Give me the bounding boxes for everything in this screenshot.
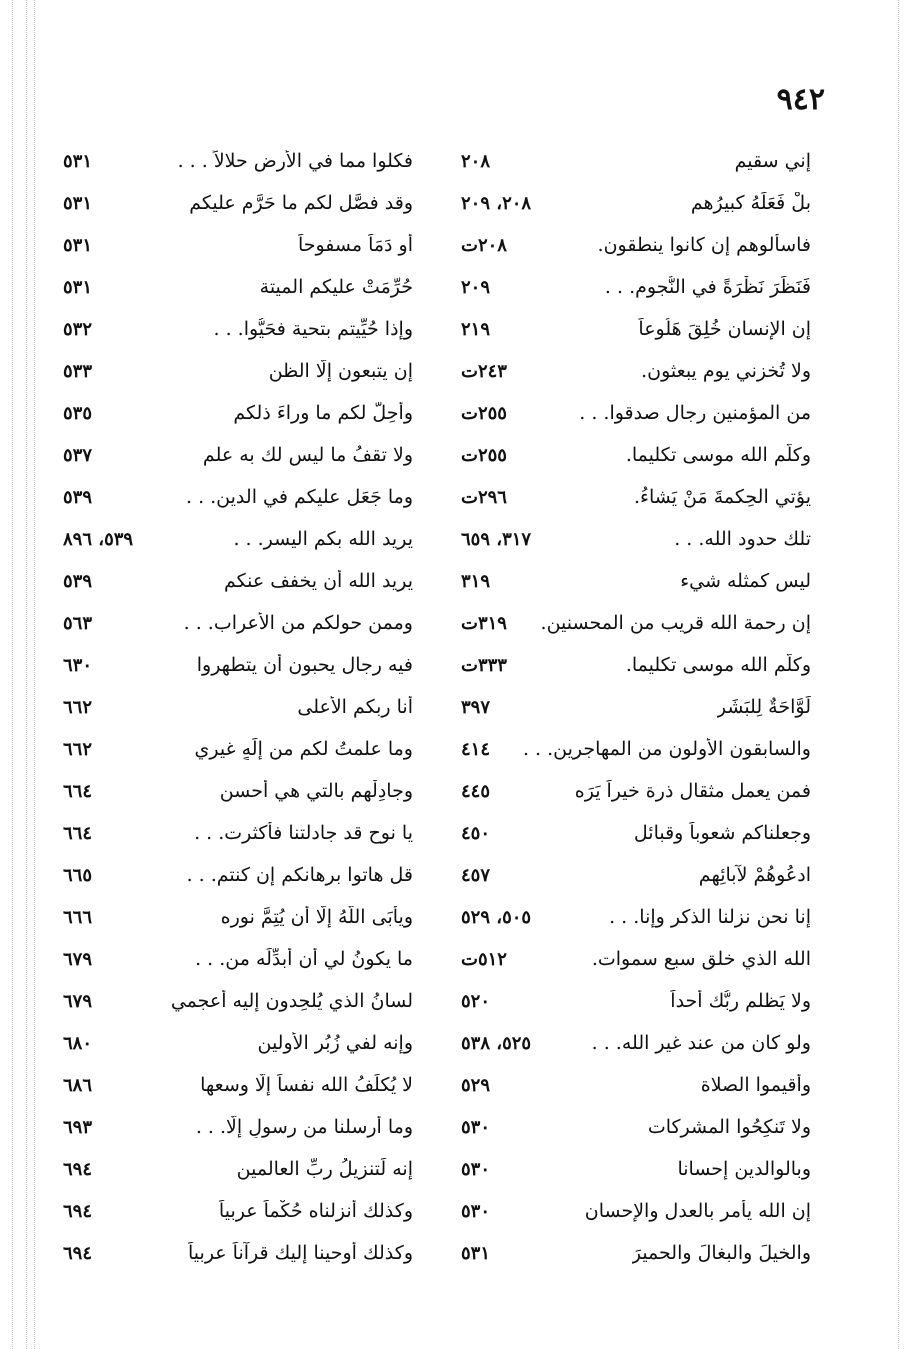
verse-text: يؤتي الحِكمةَ مَنْ يَشاءُ. <box>634 486 811 508</box>
index-entry <box>63 602 413 644</box>
verse-text: وكذلك أنزلناه حُكْماً عربياً <box>218 1200 413 1222</box>
index-entry <box>63 392 413 434</box>
verse-text: وبالوالدين إحسانا <box>677 1158 811 1180</box>
page-references: ٥٣١ <box>63 234 93 256</box>
page-references: ٦٦٢ <box>63 738 93 760</box>
page-references: ٢٥٥ت <box>461 402 507 424</box>
index-entry <box>63 476 413 518</box>
index-entry <box>63 224 413 266</box>
index-entry <box>461 1148 811 1190</box>
index-entry <box>63 644 413 686</box>
verse-text: إني سقيم <box>734 150 811 172</box>
page-references: ٤٤٥ <box>461 780 491 802</box>
page-references: ٦٦٦ <box>63 906 93 928</box>
verse-text: الله الذي خلق سبع سموات. <box>591 948 811 970</box>
page-references: ٦٨٦ <box>63 1074 93 1096</box>
verse-text: وقد فصَّل لكم ما حَرَّم عليكم <box>189 192 413 214</box>
verse-text: إن الله يأمر بالعدل والإحسان <box>584 1200 811 1222</box>
scan-border-line <box>34 0 36 1349</box>
verse-text: وكلَّم الله موسى تكليما. <box>625 444 811 466</box>
index-entry <box>461 602 811 644</box>
verse-text: بلْ فَعَلَهُ كبيرُهم <box>690 192 811 214</box>
page-references: ٤١٤ <box>461 738 491 760</box>
index-entry <box>461 770 811 812</box>
page-references: ٥٢٠ <box>461 990 491 1012</box>
page-references: ٣١٩ت <box>461 612 507 634</box>
page-references: ٦٩٤ <box>63 1158 93 1180</box>
index-entry <box>461 350 811 392</box>
verse-text: قل هاتوا برهانكم إن كنتم. . . <box>186 864 413 886</box>
verse-text: والخيلَ والبغالَ والحميرَ <box>631 1242 811 1264</box>
index-entry <box>63 1064 413 1106</box>
verse-text: لَوَّاحَةٌ لِلبَشَر <box>716 696 811 718</box>
verse-text: إن رحمة الله قريب من المحسنين. <box>540 612 811 634</box>
page-references: ٥٣١ <box>63 192 93 214</box>
index-entry <box>63 518 413 560</box>
verse-text: وجادِلْهم بالتي هي أحسن <box>219 780 413 802</box>
index-entry <box>63 434 413 476</box>
verse-text: وكذلك أوحينا إليك قرآناً عربياً <box>188 1242 413 1264</box>
index-entry <box>63 1190 413 1232</box>
verse-text: فيه رجال يحبون أن يتطهروا <box>196 654 413 676</box>
verse-text: إن الإنسان خُلِقَ هَلُوعاً <box>638 318 811 340</box>
index-entry <box>461 308 811 350</box>
page-references: ٥٣٩ <box>63 570 93 592</box>
verse-text: إن يتبعون إلَّا الظن <box>268 360 413 382</box>
page-references: ٥٣٠ <box>461 1116 491 1138</box>
page-references: ٦٩٤ <box>63 1200 93 1222</box>
page-references: ٥٣٥ <box>63 402 93 424</box>
index-entry <box>461 182 811 224</box>
verse-text: وكلَّم الله موسى تكليما. <box>625 654 811 676</box>
index-entry <box>63 1148 413 1190</box>
verse-text: ولا تُخزني يوم يبعثون. <box>641 360 811 382</box>
index-entry <box>63 560 413 602</box>
page-references: ٦٩٤ <box>63 1242 93 1264</box>
page-references: ٢٩٦ت <box>461 486 507 508</box>
verse-text: وجعلناكم شعوباً وقبائل <box>633 822 811 844</box>
page-references: ٥١٢ت <box>461 948 507 970</box>
index-entry <box>461 560 811 602</box>
index-entry <box>461 140 811 182</box>
verse-text: فَنَظَرَ نَظْرَةً في النُّجومِ. . . <box>604 276 811 298</box>
page-references: ٣٣٣ت <box>461 654 507 676</box>
page-references: ٣١٩ <box>461 570 491 592</box>
page-references: ٦٩٣ <box>63 1116 93 1138</box>
page-references: ٦٦٤ <box>63 822 93 844</box>
page-references: ٤٥٠ <box>461 822 491 844</box>
index-entry <box>63 182 413 224</box>
index-entry <box>63 140 413 182</box>
index-entry <box>461 938 811 980</box>
verse-text: يريد الله بكم اليسر. . . <box>233 528 413 550</box>
index-entry <box>461 1190 811 1232</box>
index-entry <box>461 854 811 896</box>
page-references: ٦٣٠ <box>63 654 93 676</box>
verse-text: ليس كمثله شيء <box>680 570 811 592</box>
page-references: ٢٠٨، ٢٠٩ <box>461 192 532 214</box>
verse-text: وممن حولكم من الأعراب. . . <box>183 612 413 634</box>
verse-text: ويأبَى اللَّهُ إلَّا أن يُتِمَّ نوره <box>220 906 413 928</box>
verse-text: فاسألوهم إن كانوا ينطقون. <box>597 234 811 256</box>
scan-border-line <box>12 0 14 1349</box>
scan-border-line <box>26 0 28 1349</box>
verse-text: أنا ربكم الأعلى <box>297 696 413 718</box>
page-number: ٩٤٢ <box>776 82 825 117</box>
verse-text: ادعُوهُمْ لآبائِهم <box>698 864 811 886</box>
right-index-column <box>461 140 811 1274</box>
page-references: ٥٢٩ <box>461 1074 491 1096</box>
page-references: ٥٣٠ <box>461 1200 491 1222</box>
index-entry <box>63 812 413 854</box>
verse-text: وإنه لفي زُبُرِ الأولين <box>257 1032 413 1054</box>
index-entry <box>63 350 413 392</box>
verse-text: ولا تَنكِحُوا المشركات <box>647 1116 811 1138</box>
index-entry <box>461 980 811 1022</box>
page-references: ٥٣٢ <box>63 318 93 340</box>
page-references: ٢٤٣ت <box>461 360 507 382</box>
verse-text: لا يُكلِّفُ الله نفساً إلَّا وسعها <box>200 1074 413 1096</box>
verse-text: وأُحِلَّ لكم ما وراءَ ذلكم <box>233 402 413 424</box>
verse-text: يا نوح قد جادلتنا فأكثرت. . . <box>194 822 413 844</box>
verse-text: والسابقون الأولون من المهاجرين. . . <box>522 738 811 760</box>
index-entry <box>461 476 811 518</box>
page-references: ٢٠٨ <box>461 150 491 172</box>
verse-text: وما جَعَل عليكم في الدين. . . <box>185 486 413 508</box>
page-references: ٦٧٩ <box>63 990 93 1012</box>
page-references: ٣١٧، ٦٥٩ <box>461 528 532 550</box>
verse-text: فمن يعمل مثقال ذرة خيراً يَرَه <box>574 780 811 802</box>
page-references: ٥٣٠ <box>461 1158 491 1180</box>
index-entry <box>461 896 811 938</box>
index-entry <box>461 1022 811 1064</box>
index-entry <box>461 686 811 728</box>
page-references: ٥٣٣ <box>63 360 93 382</box>
scan-border-line <box>898 0 900 1349</box>
page-references: ٢٠٨ت <box>461 234 507 256</box>
index-entry <box>63 686 413 728</box>
verse-text: ولا تقفُ ما ليس لك به علم <box>202 444 413 466</box>
index-entry <box>461 1232 811 1274</box>
page-references: ٤٥٧ <box>461 864 491 886</box>
verse-text: فكلوا مما في الأرض حلالاً . . . <box>177 150 413 172</box>
page-references: ٥٣٧ <box>63 444 93 466</box>
index-entry <box>63 308 413 350</box>
verse-text: أو دَمَاً مسفوحاً <box>297 234 413 256</box>
page-references: ٦٧٩ <box>63 948 93 970</box>
index-entry <box>461 644 811 686</box>
verse-text: ما يكونُ لي أن أبدِّلَه من. . . <box>195 948 413 970</box>
page-references: ٥٦٣ <box>63 612 93 634</box>
page-references: ٦٦٥ <box>63 864 93 886</box>
page-references: ٥٠٥، ٥٢٩ <box>461 906 532 928</box>
index-entry <box>461 1106 811 1148</box>
index-entry <box>461 392 811 434</box>
page-references: ٢٠٩ <box>461 276 491 298</box>
index-entry <box>461 728 811 770</box>
verse-text: تلك حدود الله. . . <box>674 528 811 550</box>
page-references: ٥٣١ <box>63 150 93 172</box>
page-references: ٦٦٤ <box>63 780 93 802</box>
page-references: ٥٢٥، ٥٣٨ <box>461 1032 532 1054</box>
index-entry <box>63 854 413 896</box>
page-references: ٥٣٩ <box>63 486 93 508</box>
index-entry <box>63 938 413 980</box>
verse-text: لسانُ الذي يُلحِدون إليه أعجمي <box>170 990 413 1012</box>
index-entry <box>461 518 811 560</box>
page-references: ٢٥٥ت <box>461 444 507 466</box>
index-entry <box>461 1064 811 1106</box>
verse-text: وما علمتُ لكم من إلَهٍ غيري <box>194 738 413 760</box>
index-entry <box>63 728 413 770</box>
verse-text: إنه لَتنزيلُ ربِّ العالمين <box>236 1158 413 1180</box>
left-index-column <box>63 140 413 1274</box>
verse-text: وما أرسلنا من رسولٍ إلَّا. . . <box>195 1116 413 1138</box>
index-entry <box>63 1232 413 1274</box>
page-references: ٥٣٩، ٨٩٦ <box>63 528 134 550</box>
index-entry <box>461 812 811 854</box>
page-references: ٢١٩ <box>461 318 491 340</box>
verse-text: يريد الله أن يخفف عنكم <box>223 570 413 592</box>
verse-text: من المؤمنين رجال صدقوا. . . <box>579 402 811 424</box>
verse-text: وأقيموا الصلاة <box>700 1074 811 1096</box>
index-entry <box>461 434 811 476</box>
verse-text: حُرِّمَتْ عليكم الميتة <box>259 276 413 298</box>
verse-text: إنا نحن نزلنا الذكر وإنا. . . <box>609 906 811 928</box>
index-entry <box>63 980 413 1022</box>
page-references: ٦٦٢ <box>63 696 93 718</box>
page-references: ٥٣١ <box>63 276 93 298</box>
page-references: ٣٩٧ <box>461 696 491 718</box>
index-entry <box>63 1022 413 1064</box>
verse-text: وإذا حُيِّيتم بتحية فحَيُّوا. . . <box>213 318 413 340</box>
index-entry <box>63 266 413 308</box>
verse-text: ولا يَظلم ربُّك أحداً <box>670 990 811 1012</box>
verse-text: ولو كان من عند غير الله. . . <box>591 1032 811 1054</box>
index-entry <box>461 266 811 308</box>
index-entry <box>461 224 811 266</box>
page-references: ٦٨٠ <box>63 1032 93 1054</box>
page-references: ٥٣١ <box>461 1242 491 1264</box>
index-entry <box>63 1106 413 1148</box>
index-entry <box>63 770 413 812</box>
index-entry <box>63 896 413 938</box>
